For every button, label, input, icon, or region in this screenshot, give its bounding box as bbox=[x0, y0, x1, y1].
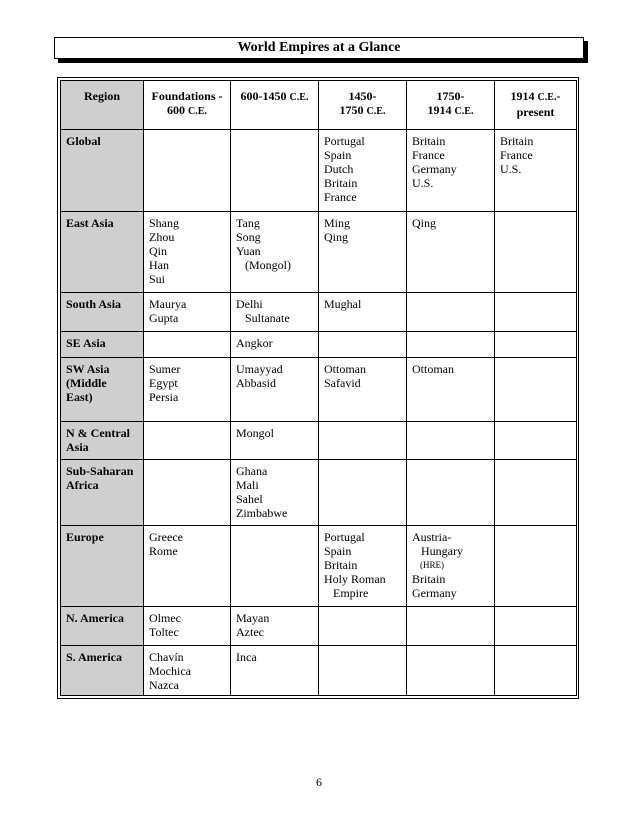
empire-name: Persia bbox=[149, 390, 179, 404]
empire-cell bbox=[319, 607, 407, 646]
empire-name: Qing bbox=[412, 216, 436, 230]
empire-name: Nazca bbox=[149, 678, 179, 692]
empire-name: Portugal bbox=[324, 134, 365, 148]
region-label: South Asia bbox=[66, 297, 122, 311]
empire-cell bbox=[144, 460, 231, 526]
empire-cell bbox=[231, 526, 319, 607]
empire-cell bbox=[319, 212, 407, 293]
empire-name: Britain bbox=[500, 134, 534, 148]
empire-cell bbox=[231, 358, 319, 422]
empire-name: Holy Roman bbox=[324, 572, 386, 586]
empire-cell bbox=[495, 293, 577, 332]
empire-name: Chavín bbox=[149, 650, 184, 664]
empire-name: Ottoman bbox=[412, 362, 454, 376]
header-1450-1750: 1450- 1750 C.E. bbox=[319, 81, 407, 130]
empire-name: Egypt bbox=[149, 376, 178, 390]
region-label: Europe bbox=[66, 530, 104, 544]
empire-cell bbox=[319, 332, 407, 358]
page-number: 6 bbox=[316, 775, 322, 789]
empire-name: Britain bbox=[412, 572, 446, 586]
empire-name: (Mongol) bbox=[245, 258, 291, 272]
empire-name: Sahel bbox=[236, 492, 263, 506]
empire-name: Mali bbox=[236, 478, 259, 492]
header-foundations: Foundations - 600 C.E. bbox=[144, 81, 231, 130]
region-label: Sub-Saharan bbox=[66, 464, 134, 478]
empire-name: U.S. bbox=[500, 162, 522, 176]
empire-cell bbox=[319, 646, 407, 696]
table-row bbox=[61, 130, 577, 212]
empire-name: Qing bbox=[324, 230, 348, 244]
empire-name: Britain bbox=[324, 558, 358, 572]
region-label: Africa bbox=[66, 478, 99, 492]
region-label: S. America bbox=[66, 650, 122, 664]
empire-cell bbox=[231, 332, 319, 358]
empires-table bbox=[60, 80, 577, 696]
empire-name: Song bbox=[236, 230, 261, 244]
empire-cell bbox=[495, 646, 577, 696]
empire-cell bbox=[495, 526, 577, 607]
empire-name: Mongol bbox=[236, 426, 275, 440]
table-row bbox=[61, 212, 577, 293]
title-text: World Empires at a Glance bbox=[237, 40, 401, 55]
empire-name: Mochica bbox=[149, 664, 191, 678]
empire-name: Qin bbox=[149, 244, 167, 258]
region-cell bbox=[61, 646, 144, 696]
empire-name: Britain bbox=[324, 176, 358, 190]
empire-name: (HRE) bbox=[420, 560, 444, 570]
empire-name: Aztec bbox=[236, 625, 264, 639]
empire-cell bbox=[319, 526, 407, 607]
empire-name: Ghana bbox=[236, 464, 268, 478]
table-body bbox=[61, 130, 577, 696]
empire-name: France bbox=[412, 148, 445, 162]
empire-name: Gupta bbox=[149, 311, 179, 325]
table-row bbox=[61, 332, 577, 358]
empire-name: France bbox=[500, 148, 533, 162]
empire-cell bbox=[144, 293, 231, 332]
empire-cell bbox=[407, 646, 495, 696]
empire-cell bbox=[231, 212, 319, 293]
table-row bbox=[61, 460, 577, 526]
region-cell bbox=[61, 293, 144, 332]
empire-cell bbox=[407, 607, 495, 646]
region-cell bbox=[61, 460, 144, 526]
empire-cell bbox=[407, 130, 495, 212]
region-label: Asia bbox=[66, 440, 89, 454]
header-region: Region bbox=[61, 81, 144, 130]
empire-cell bbox=[144, 646, 231, 696]
empire-name: Germany bbox=[412, 586, 457, 600]
empire-cell bbox=[407, 422, 495, 460]
table-row bbox=[61, 607, 577, 646]
header-600-1450: 600-1450 C.E. bbox=[231, 81, 319, 130]
empire-name: Tang bbox=[236, 216, 260, 230]
region-label: Global bbox=[66, 134, 101, 148]
empire-name: Mayan bbox=[236, 611, 270, 625]
empire-name: Olmec bbox=[149, 611, 181, 625]
empire-name: Greece bbox=[149, 530, 183, 544]
empire-name: Yuan bbox=[236, 244, 261, 258]
empire-name: Germany bbox=[412, 162, 457, 176]
empire-cell bbox=[407, 358, 495, 422]
region-cell bbox=[61, 212, 144, 293]
header-1750-1914: 1750- 1914 C.E. bbox=[407, 81, 495, 130]
empire-cell bbox=[319, 358, 407, 422]
empire-name: Dutch bbox=[324, 162, 354, 176]
region-cell bbox=[61, 422, 144, 460]
empire-cell bbox=[231, 293, 319, 332]
empire-name: Britain bbox=[412, 134, 446, 148]
empire-name: Sui bbox=[149, 272, 166, 286]
region-cell bbox=[61, 332, 144, 358]
table-row bbox=[61, 422, 577, 460]
region-label: SE Asia bbox=[66, 336, 106, 350]
header-1914-present: 1914 C.E.- present bbox=[495, 81, 577, 130]
empire-name: Ottoman bbox=[324, 362, 366, 376]
empire-name: Empire bbox=[333, 586, 369, 600]
empire-cell bbox=[407, 212, 495, 293]
empire-name: Austria- bbox=[412, 530, 452, 544]
empire-cell bbox=[407, 526, 495, 607]
empire-cell bbox=[407, 332, 495, 358]
empire-cell bbox=[231, 422, 319, 460]
empires-table-frame bbox=[57, 77, 579, 699]
empire-name: Abbasid bbox=[236, 376, 276, 390]
empire-cell bbox=[144, 526, 231, 607]
empire-cell bbox=[144, 332, 231, 358]
empire-cell bbox=[495, 212, 577, 293]
empire-name: Portugal bbox=[324, 530, 365, 544]
table-row bbox=[61, 526, 577, 607]
region-label: (Middle bbox=[66, 376, 107, 390]
table-row bbox=[61, 293, 577, 332]
empire-name: Umayyad bbox=[236, 362, 283, 376]
empire-cell bbox=[495, 607, 577, 646]
region-cell bbox=[61, 130, 144, 212]
empire-name: Han bbox=[149, 258, 169, 272]
region-label: N & Central bbox=[66, 426, 130, 440]
empire-cell bbox=[231, 130, 319, 212]
region-label: East) bbox=[66, 390, 93, 404]
empire-name: Mughal bbox=[324, 297, 362, 311]
empire-name: Sultanate bbox=[245, 311, 290, 325]
empire-name: Maurya bbox=[149, 297, 187, 311]
empire-name: Ming bbox=[324, 216, 351, 230]
empire-cell bbox=[231, 646, 319, 696]
empire-name: Shang bbox=[149, 216, 179, 230]
empire-name: Spain bbox=[324, 148, 352, 162]
region-label: East Asia bbox=[66, 216, 114, 230]
empire-name: Zimbabwe bbox=[236, 506, 288, 520]
table-row bbox=[61, 358, 577, 422]
empire-cell bbox=[319, 293, 407, 332]
empire-cell bbox=[495, 332, 577, 358]
empire-cell bbox=[231, 460, 319, 526]
empire-cell bbox=[144, 607, 231, 646]
header-row bbox=[61, 81, 577, 130]
page-title bbox=[54, 37, 584, 59]
empire-cell bbox=[319, 460, 407, 526]
empire-name: Delhi bbox=[236, 297, 263, 311]
empire-cell bbox=[495, 130, 577, 212]
empire-name: Angkor bbox=[236, 336, 273, 350]
empire-cell bbox=[407, 460, 495, 526]
empire-name: U.S. bbox=[412, 176, 434, 190]
region-cell bbox=[61, 607, 144, 646]
empire-cell bbox=[144, 130, 231, 212]
region-label: N. America bbox=[66, 611, 124, 625]
empire-cell bbox=[495, 358, 577, 422]
empire-name: Hungary bbox=[421, 544, 463, 558]
empire-name: Safavid bbox=[324, 376, 361, 390]
empire-name: Rome bbox=[149, 544, 178, 558]
empire-cell bbox=[319, 130, 407, 212]
empire-cell bbox=[144, 422, 231, 460]
empire-cell bbox=[231, 607, 319, 646]
empire-cell bbox=[144, 358, 231, 422]
empire-name: Inca bbox=[236, 650, 257, 664]
region-cell bbox=[61, 526, 144, 607]
empire-cell bbox=[319, 422, 407, 460]
region-label: SW Asia bbox=[66, 362, 110, 376]
region-cell bbox=[61, 358, 144, 422]
empire-name: Toltec bbox=[149, 625, 179, 639]
empire-name: Sumer bbox=[149, 362, 181, 376]
empire-cell bbox=[144, 212, 231, 293]
empire-name: Spain bbox=[324, 544, 352, 558]
empire-name: France bbox=[324, 190, 357, 204]
empire-cell bbox=[407, 293, 495, 332]
table-row bbox=[61, 646, 577, 696]
empire-cell bbox=[495, 422, 577, 460]
empire-name: Zhou bbox=[149, 230, 175, 244]
empire-cell bbox=[495, 460, 577, 526]
